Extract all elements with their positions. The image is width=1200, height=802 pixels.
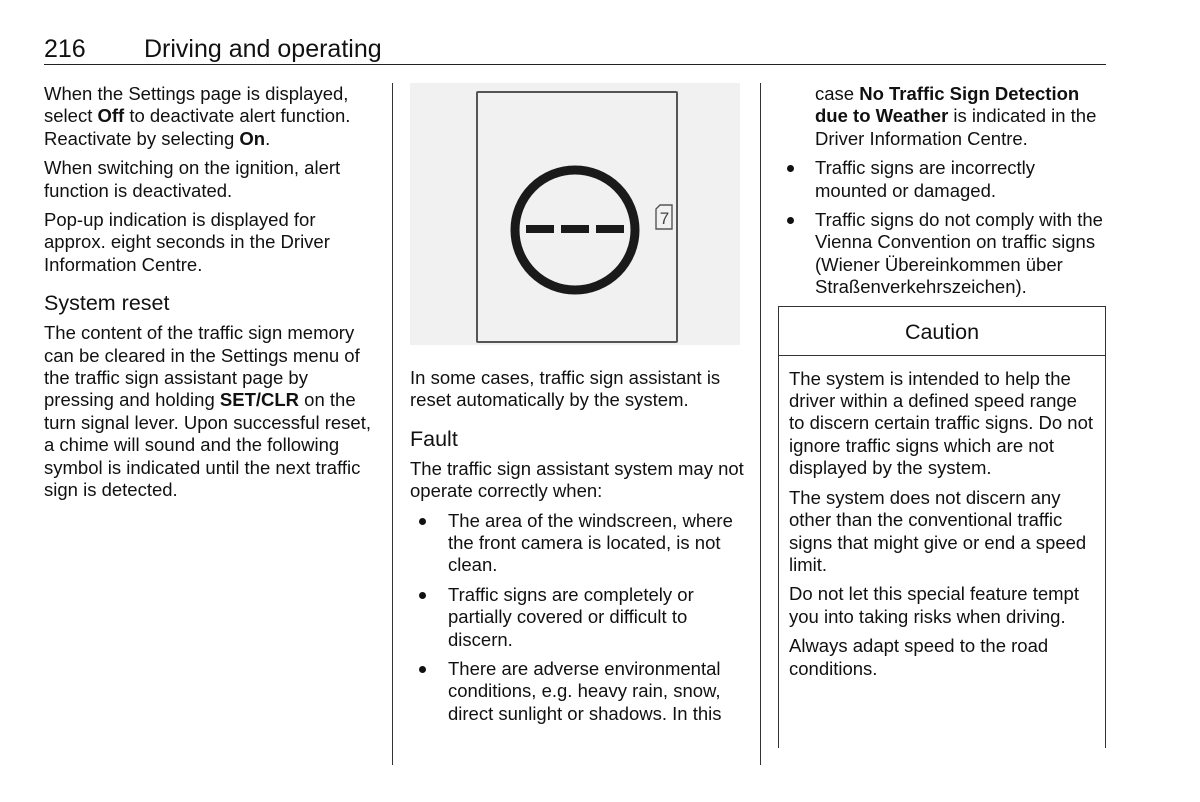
column-divider-right [760,83,761,765]
set-clr-keyword: SET/CLR [219,389,300,411]
fault-list [410,510,745,726]
paragraph-reset: The content of the traffic sign memory can be cleared in the Settings menu of the traffic sign assistant page by pressing and holding SET/CLR on the turn signal lever. Upon successful reset, a chime will sound and the following symbol is indicated until the next traffic sign is detected. [44,322,371,501]
column-right [778,83,1108,748]
bullet-icon [787,165,794,172]
fault-list-continued [778,157,1108,298]
list-item: There are adverse environmental conditions, e.g. heavy rain, snow, direct sunlight or shadows. In this [410,658,745,725]
paragraph-ignition: When switching on the ignition, alert function is deactivated. [44,157,341,201]
paragraph-auto-reset: In some cases, traffic sign assistant is reset automatically by the system. [410,367,721,411]
paragraph-popup: Pop-up indication is displayed for approx. eight seconds in the Driver Information Centre. [44,209,330,275]
off-keyword: Off [97,105,125,127]
list-item: Traffic signs are incorrectly mounted or damaged. [778,157,1108,202]
list-item: Traffic signs do not comply with the Vienna Convention on traffic signs (Wiener Übereinkommen über Straßenverkehrszeichen). [778,209,1108,299]
weather-message: No Traffic Sign Detection due to Weather [815,83,1080,127]
column-divider-left [392,83,393,765]
page-header [44,34,1106,65]
caution-title: Caution [779,307,1105,356]
no-sign-detected-icon [508,163,642,297]
column-left [44,83,379,509]
caution-paragraph: The system does not discern any other than the conventional traffic signs that might give or end a speed limit. [789,486,1087,575]
page-number: 216 [44,35,86,63]
caution-paragraph: The system is intended to help the driver within a defined speed range to discern certain traffic signs. Do not ignore traffic signs which are not displayed by the system. [789,367,1094,479]
column-middle [410,83,745,732]
bullet-icon [419,592,426,599]
caution-paragraph: Always adapt speed to the road conditions. [789,635,1049,679]
caution-box [778,306,1106,748]
on-keyword: On [239,127,266,149]
bullet-icon [787,217,794,224]
heading-system-reset: System reset [44,291,170,316]
paragraph-settings: When the Settings page is displayed, select Off to deactivate alert function. Reactivate by selecting On. [44,83,351,149]
paragraph-continued: case No Traffic Sign Detection due to Weather is indicated in the Driver Information Centre. [815,83,1097,149]
paragraph-fault-intro: The traffic sign assistant system may not operate correctly when: [410,457,744,502]
sign-memory-small-icon [654,203,674,231]
caution-paragraph: Do not let this special feature tempt you into taking risks when driving. [789,583,1079,627]
list-item: The area of the windscreen, where the front camera is located, is not clean. [410,510,745,577]
figure-no-traffic-sign [410,83,740,345]
section-title: Driving and operating [144,35,382,63]
bullet-icon [419,518,426,525]
list-item: Traffic signs are completely or partially covered or difficult to discern. [410,584,745,651]
svg-text:7: 7 [659,209,670,228]
bullet-icon [419,666,426,673]
caution-body [779,356,1105,748]
heading-fault: Fault [410,426,458,451]
